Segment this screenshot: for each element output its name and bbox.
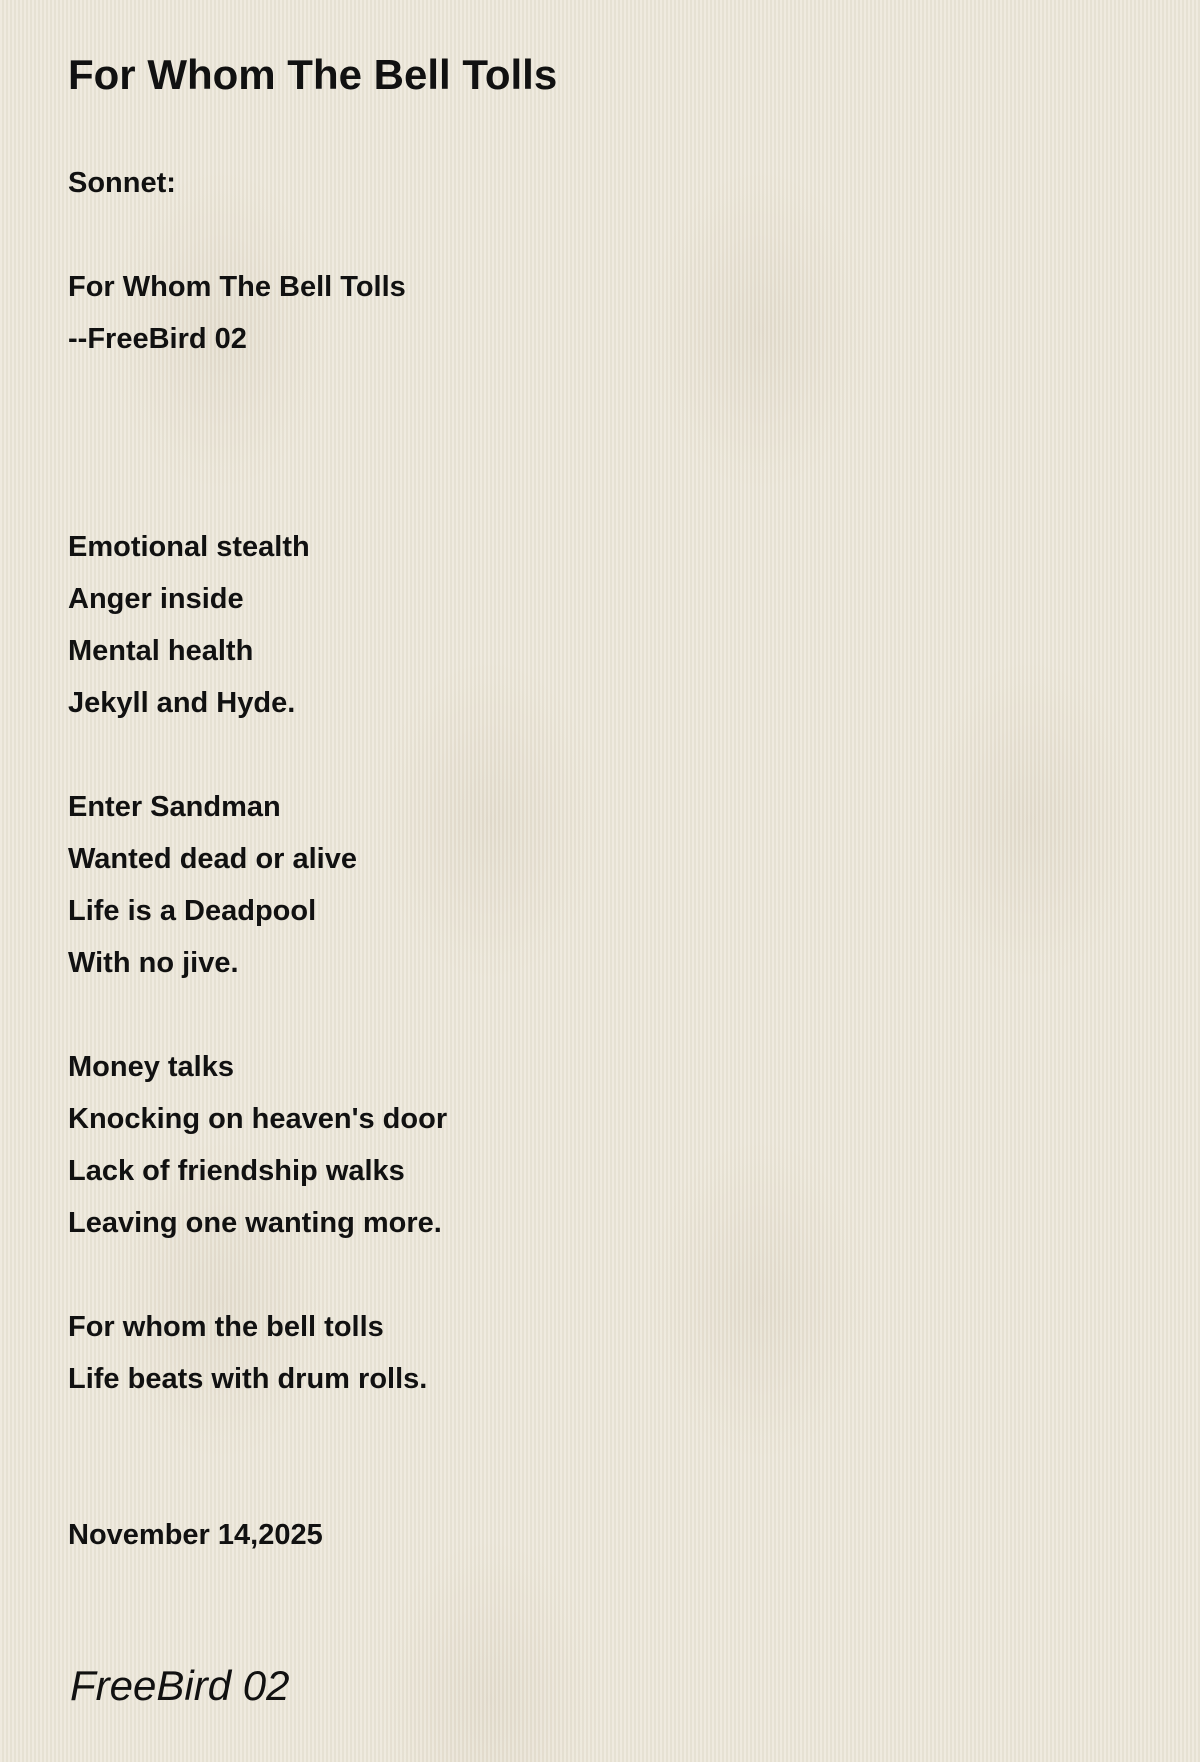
page-title: For Whom The Bell Tolls (68, 51, 558, 98)
poem-line: Lack of friendship walks (68, 1155, 405, 1187)
poem-form-label: Sonnet: (68, 167, 176, 199)
stanza-break (68, 1249, 447, 1301)
poem-inner-title: For Whom The Bell Tolls (68, 271, 406, 303)
poem-line: Life beats with drum rolls. (68, 1363, 428, 1395)
poem-line: Enter Sandman (68, 791, 281, 823)
poem-line: With no jive. (68, 947, 239, 979)
stanza-break (68, 729, 447, 781)
spacer (68, 1405, 447, 1509)
poem-line: Life is a Deadpool (68, 895, 317, 927)
poem-line: Emotional stealth (68, 531, 310, 563)
poem-line: For whom the bell tolls (68, 1311, 384, 1343)
spacer (68, 209, 447, 261)
poem-line: Mental health (68, 635, 254, 667)
stanza-break (68, 989, 447, 1041)
poem-body (68, 157, 447, 1561)
poem-date: November 14,2025 (68, 1519, 323, 1551)
author-signature: FreeBird 02 (70, 1662, 290, 1709)
poem-line: Money talks (68, 1051, 234, 1083)
poem-line: Leaving one wanting more. (68, 1207, 442, 1239)
poem-line: Anger inside (68, 583, 244, 615)
poem-line: Wanted dead or alive (68, 843, 357, 875)
poem-line: Jekyll and Hyde. (68, 687, 296, 719)
poem-byline: --FreeBird 02 (68, 323, 247, 355)
spacer (68, 365, 447, 521)
poem-line: Knocking on heaven's door (68, 1103, 448, 1135)
